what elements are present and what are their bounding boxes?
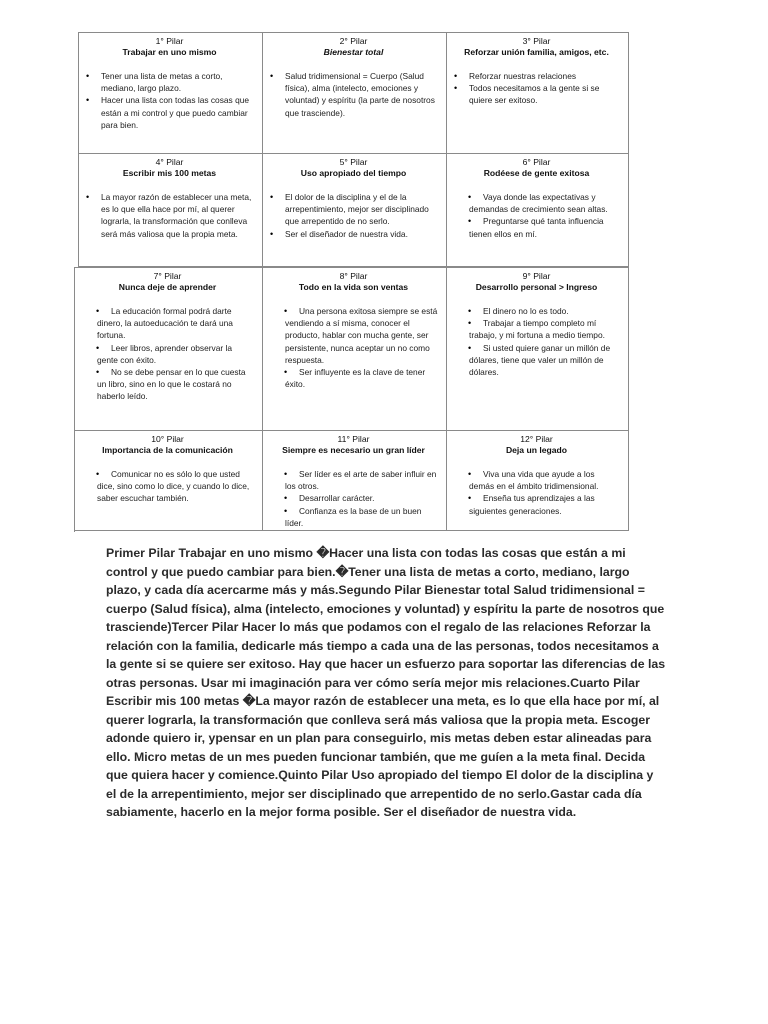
bullet-item: • No se debe pensar en lo que cuesta un libro, sino en lo que le costará no haberlo leído. xyxy=(81,366,254,403)
pillar-number: 5° Pilar xyxy=(339,157,368,167)
pillar-title: Uso apropiado del tiempo xyxy=(300,168,407,178)
bullet-item: • El dinero no lo es todo. xyxy=(453,305,620,317)
pillar-number: 8° Pilar xyxy=(339,271,368,281)
pillar-cell-2 xyxy=(263,33,447,154)
pillar-bullets xyxy=(269,305,438,390)
pillar-cell-11 xyxy=(263,431,447,531)
bullet-item: • Ser influyente es la clave de tener éxito. xyxy=(269,366,438,390)
pillar-bullets xyxy=(85,191,254,240)
bullet-item: • Todos necesitamos a la gente si se quiere ser exitoso. xyxy=(453,82,620,106)
pillar-bullets xyxy=(81,468,254,505)
bullet-item: • Reforzar nuestras relaciones xyxy=(453,70,620,82)
pillar-number: 3° Pilar xyxy=(522,36,551,46)
bullet-item: • Preguntarse qué tanta influencia tienen ellos en mí. xyxy=(453,215,620,239)
pillar-number: 10° Pilar xyxy=(151,434,184,444)
pillar-title: Deja un legado xyxy=(505,445,568,455)
pillar-bullets xyxy=(269,191,438,240)
pillar-bullets xyxy=(453,70,620,107)
pillar-bullets xyxy=(269,468,438,529)
pillar-bullets xyxy=(269,70,438,119)
bullet-item: • Tener una lista de metas a corto, mediano, largo plazo. xyxy=(85,70,254,94)
pillar-title: Importancia de la comunicación xyxy=(102,445,233,455)
pillar-title: Desarrollo personal > Ingreso xyxy=(475,282,598,292)
bullet-item: • La educación formal podrá darte dinero, la autoeducación te dará una fortuna. xyxy=(81,305,254,342)
pillar-title: Siempre es necesario un gran líder xyxy=(282,445,425,455)
pillar-cell-9 xyxy=(447,268,629,431)
bullet-item: • El dolor de la disciplina y el de la arrepentimiento, mejor ser disciplinado que arrepentido de no serlo. xyxy=(269,191,438,228)
bullet-item: • Viva una vida que ayude a los demás en el ámbito tridimensional. xyxy=(453,468,620,492)
pillar-number: 4° Pilar xyxy=(155,157,184,167)
pillar-cell-10 xyxy=(75,431,263,531)
pillar-cell-6 xyxy=(447,154,629,267)
bullet-item: • Trabajar a tiempo completo mí trabajo, y mi fortuna a medio tiempo. xyxy=(453,317,620,341)
pillars-table-top xyxy=(78,32,629,267)
pillar-cell-3 xyxy=(447,33,629,154)
table-row xyxy=(75,431,629,531)
bullet-item: • Confianza es la base de un buen líder. xyxy=(269,505,438,529)
pillar-cell-1 xyxy=(79,33,263,154)
bullet-item: • Enseña tus aprendizajes a las siguientes generaciones. xyxy=(453,492,620,516)
bullet-item: • Salud tridimensional = Cuerpo (Salud física), alma (intelecto, emociones y voluntad) y espíritu (la parte de nosotros que trasciende). xyxy=(269,70,438,119)
pillar-cell-7 xyxy=(75,268,263,431)
pillar-number: 7° Pilar xyxy=(153,271,182,281)
pillar-number: 9° Pilar xyxy=(522,271,551,281)
body-paragraph: Primer Pilar Trabajar en uno mismo �Hacer una lista con todas las cosas que están a mi control y que puedo cambiar para bien.�Tener una lista de metas a corto, mediano, largo plazo, y cada día acercarme más y más.Segundo Pilar Bienestar total Salud tridimensional = cuerpo (Salud física), alma (intelecto, emociones y voluntad) y espíritu la parte de nosotros que trasciende)Tercer Pilar Hacer lo más que podamos con el regalo de las relaciones Reforzar la relación con la familia, dedicarle más tiempo a cada una de las personas, todos necesitamos a la gente si se quiere ser exitoso. Hay que hacer un esfuerzo para soportar las diferencias de las otras personas. Usar mi imaginación para ver cómo sería mejor mis relaciones.Cuarto Pilar Escribir mis 100 metas �La mayor razón de establecer una meta, es lo que ella hace por mí, al querer lograrla, la transformación que conlleva será más valiosa que la propia meta. Escoger adonde quiero ir, ypensar en un plan para conseguirlo, mis metas deben estar alineadas para ello. Micro metas de un mes pueden funcionar también, que me guíen a la meta final. Decida que quiera hacer y comience.Quinto Pilar Uso apropiado del tiempo El dolor de la disciplina y el de la arrepentimiento, mejor ser disciplinado que arrepentido de no serlo.Gastar cada día sabiamente, hacerlo en la mejor forma posible. Ser el diseñador de nuestra vida. xyxy=(106,546,666,819)
pillar-number: 2° Pilar xyxy=(339,36,368,46)
bullet-item: • Comunicar no es sólo lo que usted dice, sino como lo dice, y cuando lo dice, saber escuchar también. xyxy=(81,468,254,505)
pillar-number: 12° Pilar xyxy=(520,434,553,444)
table-row xyxy=(79,154,629,267)
pillar-cell-12 xyxy=(447,431,629,531)
pillar-cell-4 xyxy=(79,154,263,267)
table-row xyxy=(75,268,629,431)
table-row xyxy=(79,33,629,154)
pillar-cell-8 xyxy=(263,268,447,431)
bullet-item: • Desarrollar carácter. xyxy=(269,492,438,504)
pillar-bullets xyxy=(453,191,620,240)
bullet-item: • Vaya donde las expectativas y demandas de crecimiento sean altas. xyxy=(453,191,620,215)
pillar-title: Rodéese de gente exitosa xyxy=(483,168,590,178)
pillar-title: Todo en la vida son ventas xyxy=(298,282,409,292)
bullet-item: • Ser líder es el arte de saber influir en los otros. xyxy=(269,468,438,492)
pillar-title: Reforzar unión familia, amigos, etc. xyxy=(464,47,609,57)
pillar-title: Escribir mis 100 metas xyxy=(122,168,217,178)
pillars-table-bottom xyxy=(74,267,629,532)
pillar-title: Trabajar en uno mismo xyxy=(122,47,217,57)
pillar-bullets xyxy=(81,305,254,403)
bullet-item: • Ser el diseñador de nuestra vida. xyxy=(269,228,438,240)
pillar-number: 1° Pilar xyxy=(155,36,184,46)
bullet-item: • Si usted quiere ganar un millón de dólares, tiene que valer un millón de dólares. xyxy=(453,342,620,379)
pillar-cell-5 xyxy=(263,154,447,267)
pillar-number: 6° Pilar xyxy=(522,157,551,167)
pillar-bullets xyxy=(453,468,620,517)
pillar-bullets xyxy=(453,305,620,378)
bullet-item: • Leer libros, aprender observar la gente con éxito. xyxy=(81,342,254,366)
bullet-item: • Una persona exitosa siempre se está vendiendo a sí misma, conocer el producto, hablar con mucha gente, ser persistente, nunca aceptar un no como respuesta. xyxy=(269,305,438,366)
bullet-item: • La mayor razón de establecer una meta, es lo que ella hace por mí, al querer lograrla, la transformación que conlleva será más valiosa que la propia meta. xyxy=(85,191,254,240)
pillar-title: Bienestar total xyxy=(323,47,384,57)
pillar-number: 11° Pilar xyxy=(337,434,370,444)
pillar-bullets xyxy=(85,70,254,131)
pillar-title: Nunca deje de aprender xyxy=(118,282,217,292)
bullet-item: • Hacer una lista con todas las cosas que están a mi control y que puedo cambiar para bien. xyxy=(85,94,254,131)
